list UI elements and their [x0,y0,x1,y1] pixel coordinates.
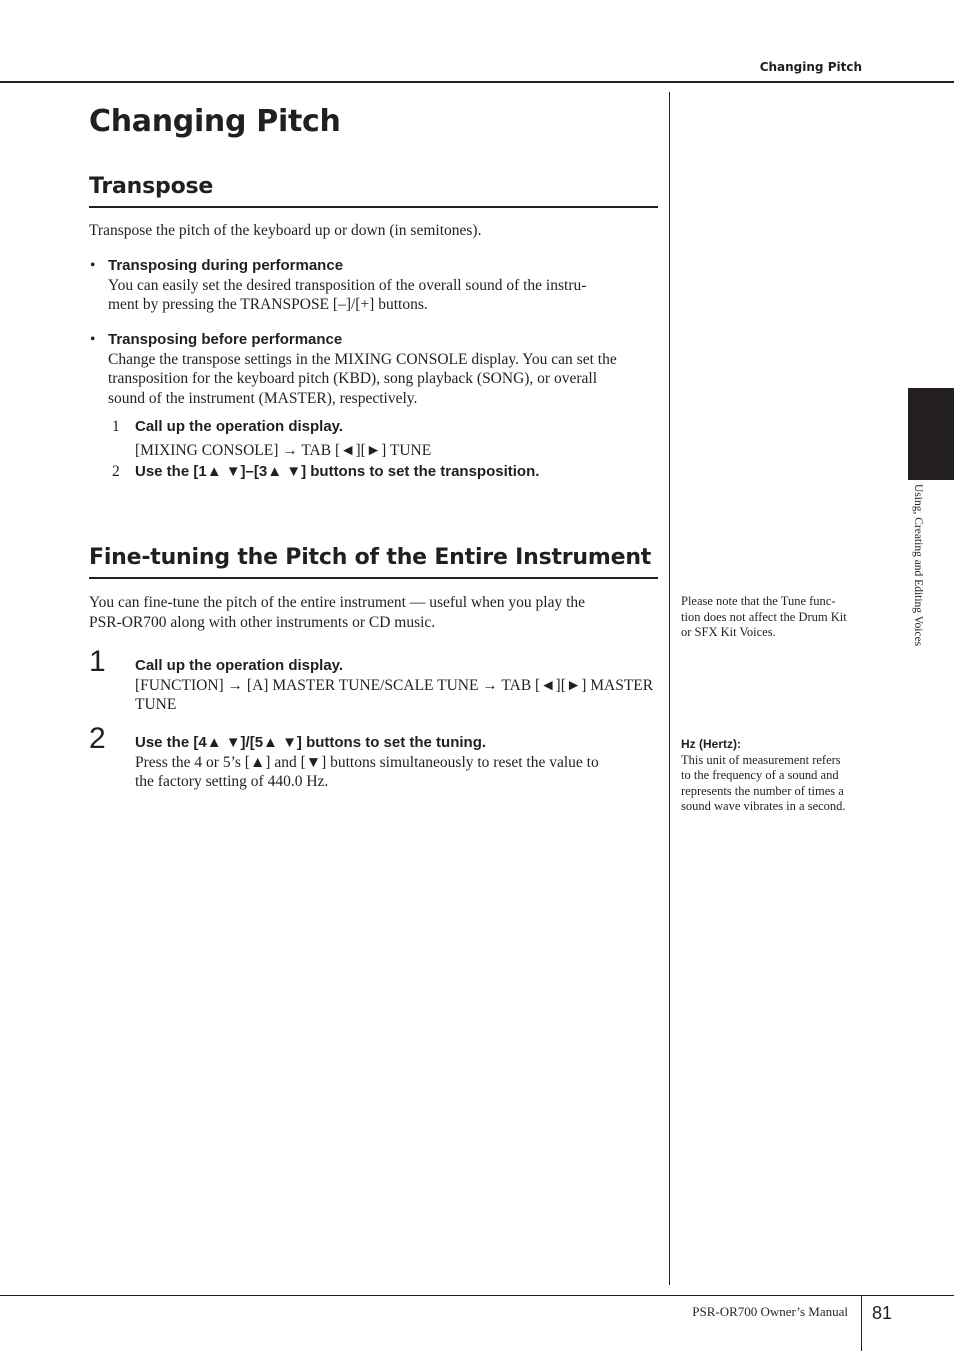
finetune-intro [89,593,659,632]
finetune-step1 [135,656,665,715]
bullet-text-line: ment by pressing the TRANSPOSE [–]/[+] buttons. [108,296,428,313]
step-title: Use the [4▲ ▼]/[5▲ ▼] buttons to set the tuning. [135,734,487,751]
note-line: tion does not affect the Drum Kit [681,609,847,624]
finetune-heading-rule [89,577,658,579]
note-tune-function [681,594,866,641]
note-title: Hz (Hertz): [681,737,741,751]
transpose-bullet-during [90,256,668,315]
bullet-text-line: Change the transpose settings in the MIXING CONSOLE display. You can set the [108,350,617,368]
chapter-tab [908,388,954,480]
bullet-text-line: sound of the instrument (MASTER), respectively. [108,389,418,407]
step-title: Use the [1▲ ▼]–[3▲ ▼] buttons to set the transposition. [135,463,540,480]
step-text-line: Press the 4 or 5’s [▲] and [▼] buttons simultaneously to reset the value to [135,753,599,771]
page-title: Changing Pitch [89,104,341,139]
bullet-text-line: You can easily set the desired transposition of the overall sound of the instru- [108,276,587,294]
finetune-step2 [135,733,665,792]
bullet-dot: • [90,257,96,274]
intro-line: PSR-OR700 along with other instruments or CD music. [89,613,436,631]
step-number: 1 [89,645,106,678]
footer-divider [861,1296,862,1351]
step-number: 2 [89,722,106,755]
step-number: 1 [112,418,120,435]
step-path: [MIXING CONSOLE] → TAB [◄][►] TUNE [135,442,432,459]
intro-line: You can fine-tune the pitch of the entire instrument — useful when you play the [89,594,586,611]
bullet-label: Transposing before performance [108,331,343,348]
note-hertz [681,737,866,815]
step-number: 2 [112,463,120,480]
bullet-text-line: transposition for the keyboard pitch (KBD), song playback (SONG), or overall [108,370,597,387]
note-line: to the frequency of a sound and [681,768,839,782]
transpose-bullet-before [90,330,668,408]
bullet-label: Transposing during performance [108,257,344,274]
transpose-intro: Transpose the pitch of the keyboard up or down (in semitones). [89,222,482,239]
step-title: Call up the operation display. [135,418,344,435]
step-text-line: the factory setting of 440.0 Hz. [135,773,329,790]
manual-name: PSR-OR700 Owner’s Manual [692,1304,848,1319]
running-head: Changing Pitch [759,60,862,74]
note-line: or SFX Kit Voices. [681,625,776,639]
step-path-line: TUNE [135,696,177,713]
transpose-heading-rule [89,206,658,208]
bullet-dot: • [90,331,96,348]
note-line: This unit of measurement refers [681,752,841,767]
transpose-heading: Transpose [89,174,214,199]
step-title: Call up the operation display. [135,657,344,674]
column-divider [669,92,670,1285]
chapter-tab-label: Using, Creating and Editing Voices [912,484,924,647]
note-line: sound wave vibrates in a second. [681,799,846,813]
page-number: 81 [872,1303,893,1323]
step-path-line: [FUNCTION] → [A] MASTER TUNE/SCALE TUNE → TAB [◄][►] MASTER [135,676,654,694]
finetune-heading: Fine-tuning the Pitch of the Entire Instrument [89,545,652,570]
top-rule [0,81,954,83]
note-line: Please note that the Tune func- [681,594,836,608]
footer-rule [0,1295,954,1296]
note-line: represents the number of times a [681,783,844,798]
